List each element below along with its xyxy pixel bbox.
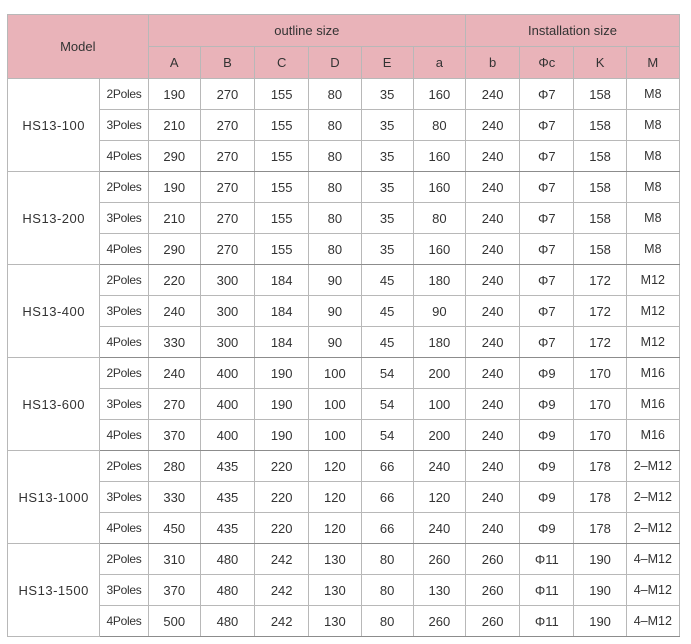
value-cell-e: 80 — [361, 575, 413, 606]
value-cell-m: M16 — [626, 420, 679, 451]
value-cell-e: 35 — [361, 110, 413, 141]
value-cell-d: 130 — [309, 606, 361, 637]
value-cell-b: 240 — [466, 513, 520, 544]
value-cell-k: 158 — [574, 79, 626, 110]
value-cell-b: 435 — [200, 482, 254, 513]
value-cell-e: 66 — [361, 513, 413, 544]
value-cell-a: 120 — [413, 482, 465, 513]
column-header-k: K — [574, 47, 626, 79]
table-row — [8, 141, 680, 172]
value-cell-c: Φ7 — [520, 110, 574, 141]
value-cell-a: 330 — [148, 482, 200, 513]
value-cell-m: M16 — [626, 389, 679, 420]
value-cell-d: 120 — [309, 513, 361, 544]
value-cell-e: 35 — [361, 141, 413, 172]
value-cell-d: 130 — [309, 544, 361, 575]
outline-size-header: outline size — [148, 15, 465, 47]
poles-cell: 2Poles — [100, 172, 148, 203]
value-cell-m: M8 — [626, 79, 679, 110]
value-cell-k: 190 — [574, 575, 626, 606]
value-cell-b: 240 — [466, 79, 520, 110]
value-cell-a: 240 — [148, 296, 200, 327]
poles-cell: 4Poles — [100, 420, 148, 451]
value-cell-m: 2–M12 — [626, 451, 679, 482]
value-cell-a: 500 — [148, 606, 200, 637]
value-cell-b: 240 — [466, 420, 520, 451]
value-cell-c: 242 — [255, 575, 309, 606]
value-cell-k: 190 — [574, 606, 626, 637]
table-row — [8, 389, 680, 420]
value-cell-e: 35 — [361, 203, 413, 234]
value-cell-c: 184 — [255, 296, 309, 327]
value-cell-a: 200 — [413, 358, 465, 389]
value-cell-d: 90 — [309, 265, 361, 296]
column-header-a: A — [148, 47, 200, 79]
value-cell-m: 4–M12 — [626, 544, 679, 575]
value-cell-b: 240 — [466, 203, 520, 234]
poles-cell: 3Poles — [100, 203, 148, 234]
model-name-cell: HS13-600 — [8, 358, 100, 451]
model-name-cell: HS13-400 — [8, 265, 100, 358]
value-cell-k: 172 — [574, 265, 626, 296]
value-cell-c: 155 — [255, 79, 309, 110]
value-cell-d: 120 — [309, 451, 361, 482]
value-cell-a: 220 — [148, 265, 200, 296]
value-cell-b: 240 — [466, 327, 520, 358]
value-cell-b: 480 — [200, 544, 254, 575]
poles-cell: 3Poles — [100, 110, 148, 141]
column-header-b: B — [200, 47, 254, 79]
table-row — [8, 513, 680, 544]
value-cell-a: 290 — [148, 234, 200, 265]
value-cell-m: M8 — [626, 234, 679, 265]
value-cell-a: 180 — [413, 327, 465, 358]
table-row — [8, 203, 680, 234]
value-cell-a: 160 — [413, 234, 465, 265]
value-cell-e: 45 — [361, 265, 413, 296]
poles-cell: 4Poles — [100, 141, 148, 172]
spec-table-container — [7, 14, 680, 637]
value-cell-b: 480 — [200, 575, 254, 606]
value-cell-d: 80 — [309, 172, 361, 203]
value-cell-e: 54 — [361, 358, 413, 389]
table-row — [8, 327, 680, 358]
value-cell-k: 170 — [574, 389, 626, 420]
column-header-e: E — [361, 47, 413, 79]
value-cell-k: 158 — [574, 234, 626, 265]
table-row — [8, 606, 680, 637]
column-header-m: M — [626, 47, 679, 79]
value-cell-b: 400 — [200, 389, 254, 420]
value-cell-a: 160 — [413, 172, 465, 203]
value-cell-c: 184 — [255, 265, 309, 296]
poles-cell: 3Poles — [100, 575, 148, 606]
table-row — [8, 482, 680, 513]
value-cell-c: 220 — [255, 451, 309, 482]
value-cell-c: 184 — [255, 327, 309, 358]
value-cell-c: 155 — [255, 172, 309, 203]
value-cell-a: 160 — [413, 141, 465, 172]
value-cell-c: Φ11 — [520, 575, 574, 606]
dimensions-table — [7, 14, 680, 637]
value-cell-b: 270 — [200, 203, 254, 234]
column-header-a: a — [413, 47, 465, 79]
poles-cell: 3Poles — [100, 482, 148, 513]
value-cell-a: 330 — [148, 327, 200, 358]
value-cell-c: Φ7 — [520, 141, 574, 172]
table-row — [8, 234, 680, 265]
poles-cell: 2Poles — [100, 544, 148, 575]
value-cell-m: 4–M12 — [626, 606, 679, 637]
value-cell-b: 270 — [200, 172, 254, 203]
table-row — [8, 296, 680, 327]
value-cell-c: Φ7 — [520, 296, 574, 327]
poles-cell: 4Poles — [100, 513, 148, 544]
value-cell-b: 270 — [200, 79, 254, 110]
value-cell-d: 90 — [309, 327, 361, 358]
value-cell-b: 240 — [466, 296, 520, 327]
value-cell-m: M12 — [626, 296, 679, 327]
value-cell-e: 54 — [361, 389, 413, 420]
value-cell-b: 480 — [200, 606, 254, 637]
poles-cell: 4Poles — [100, 234, 148, 265]
value-cell-m: M12 — [626, 265, 679, 296]
value-cell-d: 80 — [309, 79, 361, 110]
model-header: Model — [8, 15, 149, 79]
value-cell-c: 220 — [255, 482, 309, 513]
value-cell-d: 100 — [309, 358, 361, 389]
value-cell-e: 35 — [361, 79, 413, 110]
value-cell-k: 158 — [574, 172, 626, 203]
model-name-cell: HS13-100 — [8, 79, 100, 172]
model-name-cell: HS13-1000 — [8, 451, 100, 544]
value-cell-d: 120 — [309, 482, 361, 513]
value-cell-a: 370 — [148, 575, 200, 606]
value-cell-c: 190 — [255, 358, 309, 389]
value-cell-m: M16 — [626, 358, 679, 389]
value-cell-a: 80 — [413, 203, 465, 234]
value-cell-b: 270 — [200, 234, 254, 265]
column-header-b: b — [466, 47, 520, 79]
value-cell-k: 170 — [574, 420, 626, 451]
value-cell-k: 178 — [574, 451, 626, 482]
value-cell-d: 80 — [309, 203, 361, 234]
value-cell-c: Φ9 — [520, 513, 574, 544]
column-header-c: C — [255, 47, 309, 79]
table-row — [8, 110, 680, 141]
poles-cell: 4Poles — [100, 606, 148, 637]
value-cell-k: 172 — [574, 296, 626, 327]
installation-size-header: Installation size — [466, 15, 680, 47]
value-cell-b: 240 — [466, 451, 520, 482]
value-cell-a: 190 — [148, 79, 200, 110]
table-row — [8, 265, 680, 296]
value-cell-k: 158 — [574, 141, 626, 172]
value-cell-m: M8 — [626, 141, 679, 172]
value-cell-k: 158 — [574, 203, 626, 234]
value-cell-e: 80 — [361, 544, 413, 575]
value-cell-b: 240 — [466, 358, 520, 389]
value-cell-c: 242 — [255, 606, 309, 637]
value-cell-a: 370 — [148, 420, 200, 451]
value-cell-c: 190 — [255, 389, 309, 420]
value-cell-c: Φ9 — [520, 451, 574, 482]
value-cell-a: 190 — [148, 172, 200, 203]
value-cell-a: 290 — [148, 141, 200, 172]
value-cell-b: 240 — [466, 482, 520, 513]
value-cell-c: Φ7 — [520, 203, 574, 234]
value-cell-a: 240 — [148, 358, 200, 389]
value-cell-d: 100 — [309, 389, 361, 420]
value-cell-k: 178 — [574, 482, 626, 513]
value-cell-d: 90 — [309, 296, 361, 327]
value-cell-a: 450 — [148, 513, 200, 544]
value-cell-k: 170 — [574, 358, 626, 389]
value-cell-m: M8 — [626, 203, 679, 234]
value-cell-a: 90 — [413, 296, 465, 327]
value-cell-d: 80 — [309, 141, 361, 172]
value-cell-a: 80 — [413, 110, 465, 141]
table-row — [8, 575, 680, 606]
value-cell-c: Φ9 — [520, 482, 574, 513]
poles-cell: 4Poles — [100, 327, 148, 358]
value-cell-b: 240 — [466, 265, 520, 296]
value-cell-a: 130 — [413, 575, 465, 606]
poles-cell: 3Poles — [100, 389, 148, 420]
value-cell-c: 155 — [255, 110, 309, 141]
table-row — [8, 358, 680, 389]
value-cell-a: 100 — [413, 389, 465, 420]
value-cell-e: 35 — [361, 234, 413, 265]
value-cell-b: 240 — [466, 389, 520, 420]
value-cell-c: 242 — [255, 544, 309, 575]
table-row — [8, 172, 680, 203]
value-cell-c: Φ9 — [520, 358, 574, 389]
value-cell-b: 435 — [200, 451, 254, 482]
value-cell-b: 300 — [200, 296, 254, 327]
value-cell-c: Φ11 — [520, 544, 574, 575]
value-cell-a: 280 — [148, 451, 200, 482]
value-cell-k: 190 — [574, 544, 626, 575]
value-cell-e: 66 — [361, 451, 413, 482]
value-cell-a: 240 — [413, 513, 465, 544]
value-cell-e: 66 — [361, 482, 413, 513]
value-cell-c: Φ7 — [520, 265, 574, 296]
value-cell-d: 100 — [309, 420, 361, 451]
table-row — [8, 79, 680, 110]
table-body — [8, 79, 680, 637]
value-cell-b: 300 — [200, 265, 254, 296]
value-cell-a: 210 — [148, 110, 200, 141]
value-cell-m: M8 — [626, 172, 679, 203]
value-cell-c: 220 — [255, 513, 309, 544]
poles-cell: 2Poles — [100, 79, 148, 110]
poles-cell: 2Poles — [100, 451, 148, 482]
value-cell-m: 4–M12 — [626, 575, 679, 606]
value-cell-b: 260 — [466, 544, 520, 575]
value-cell-b: 240 — [466, 234, 520, 265]
value-cell-c: Φ7 — [520, 172, 574, 203]
value-cell-c: Φ11 — [520, 606, 574, 637]
value-cell-a: 240 — [413, 451, 465, 482]
value-cell-b: 435 — [200, 513, 254, 544]
poles-cell: 2Poles — [100, 265, 148, 296]
value-cell-b: 400 — [200, 420, 254, 451]
value-cell-e: 45 — [361, 327, 413, 358]
value-cell-b: 240 — [466, 172, 520, 203]
model-name-cell: HS13-200 — [8, 172, 100, 265]
value-cell-b: 240 — [466, 141, 520, 172]
value-cell-c: Φ7 — [520, 79, 574, 110]
value-cell-d: 130 — [309, 575, 361, 606]
value-cell-c: Φ9 — [520, 420, 574, 451]
value-cell-b: 260 — [466, 606, 520, 637]
column-header-c: Φc — [520, 47, 574, 79]
value-cell-k: 172 — [574, 327, 626, 358]
value-cell-a: 310 — [148, 544, 200, 575]
value-cell-m: 2–M12 — [626, 513, 679, 544]
value-cell-b: 300 — [200, 327, 254, 358]
value-cell-k: 158 — [574, 110, 626, 141]
value-cell-a: 270 — [148, 389, 200, 420]
value-cell-a: 200 — [413, 420, 465, 451]
value-cell-m: M8 — [626, 110, 679, 141]
value-cell-e: 80 — [361, 606, 413, 637]
poles-cell: 3Poles — [100, 296, 148, 327]
value-cell-b: 400 — [200, 358, 254, 389]
value-cell-e: 35 — [361, 172, 413, 203]
table-row — [8, 544, 680, 575]
value-cell-c: 190 — [255, 420, 309, 451]
value-cell-b: 240 — [466, 110, 520, 141]
column-header-d: D — [309, 47, 361, 79]
value-cell-e: 54 — [361, 420, 413, 451]
value-cell-b: 270 — [200, 110, 254, 141]
value-cell-a: 260 — [413, 606, 465, 637]
value-cell-a: 210 — [148, 203, 200, 234]
value-cell-a: 180 — [413, 265, 465, 296]
value-cell-b: 260 — [466, 575, 520, 606]
model-name-cell: HS13-1500 — [8, 544, 100, 637]
value-cell-a: 260 — [413, 544, 465, 575]
value-cell-c: Φ7 — [520, 327, 574, 358]
value-cell-k: 178 — [574, 513, 626, 544]
value-cell-c: Φ7 — [520, 234, 574, 265]
table-row — [8, 451, 680, 482]
value-cell-b: 270 — [200, 141, 254, 172]
table-row — [8, 420, 680, 451]
value-cell-d: 80 — [309, 234, 361, 265]
value-cell-e: 45 — [361, 296, 413, 327]
value-cell-d: 80 — [309, 110, 361, 141]
value-cell-m: 2–M12 — [626, 482, 679, 513]
value-cell-c: 155 — [255, 141, 309, 172]
value-cell-c: 155 — [255, 234, 309, 265]
poles-cell: 2Poles — [100, 358, 148, 389]
value-cell-c: 155 — [255, 203, 309, 234]
value-cell-c: Φ9 — [520, 389, 574, 420]
value-cell-a: 160 — [413, 79, 465, 110]
value-cell-m: M12 — [626, 327, 679, 358]
